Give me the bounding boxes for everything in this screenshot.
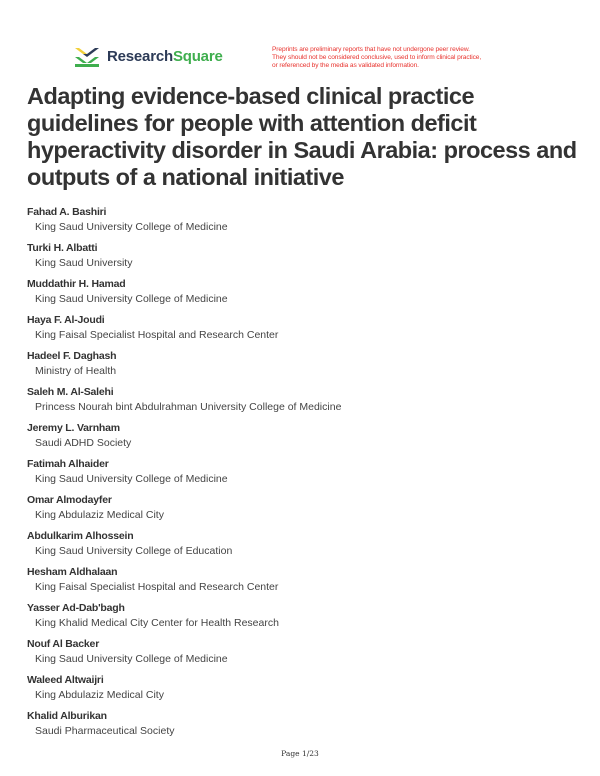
research-square-logo[interactable] — [74, 46, 223, 68]
author-affiliation: King Saud University College of Medicine — [35, 221, 228, 233]
author-affiliation: King Abdulaziz Medical City — [35, 689, 164, 701]
author-entry — [27, 709, 567, 745]
disclaimer-line: Preprints are preliminary reports that have not undergone peer review. — [272, 46, 470, 53]
logo-text-square: Square — [172, 48, 223, 65]
author-entry — [27, 457, 567, 493]
author-name: Saleh M. Al-Salehi — [27, 386, 114, 398]
author-name: Haya F. Al-Joudi — [27, 314, 105, 326]
author-entry — [27, 673, 567, 709]
author-affiliation: Saudi Pharmaceutical Society — [35, 725, 175, 737]
author-affiliation: King Saud University College of Medicine — [35, 653, 228, 665]
author-entry — [27, 565, 567, 601]
logo-text-research: Research — [107, 48, 173, 65]
author-name: Yasser Ad-Dab'bagh — [27, 602, 125, 614]
author-affiliation: King Khalid Medical City Center for Health Research — [35, 617, 279, 629]
author-name: Khalid Alburikan — [27, 710, 107, 722]
author-entry — [27, 529, 567, 565]
paper-title: Adapting evidence-based clinical practice guidelines for people with attention deficit hyperactivity disorder in Saudi Arabia: process and outputs of a national initiative — [27, 83, 577, 190]
author-affiliation: King Saud University College of Education — [35, 545, 233, 557]
author-entry — [27, 421, 567, 457]
author-name: Fahad A. Bashiri — [27, 206, 107, 218]
page-number: Page 1/23 — [281, 749, 319, 758]
author-affiliation: King Faisal Specialist Hospital and Research Center — [35, 581, 279, 593]
preprint-disclaimer — [272, 46, 562, 71]
author-name: Muddathir H. Hamad — [27, 278, 126, 290]
research-square-logo-icon — [74, 46, 100, 68]
author-entry — [27, 205, 567, 241]
disclaimer-line: or referenced by the media as validated information. — [272, 62, 419, 70]
author-entry — [27, 277, 567, 313]
author-affiliation: King Faisal Specialist Hospital and Research Center — [35, 329, 279, 341]
disclaimer-line: They should not be considered conclusive, used to inform clinical practice, — [272, 54, 482, 62]
author-list — [27, 205, 567, 745]
author-entry — [27, 385, 567, 421]
page-header — [0, 0, 600, 80]
author-entry — [27, 349, 567, 385]
author-affiliation: Princess Nourah bint Abdulrahman University College of Medicine — [35, 401, 342, 413]
author-affiliation: King Saud University College of Medicine — [35, 293, 228, 305]
author-name: Omar Almodayfer — [27, 494, 112, 506]
author-name: Turki H. Albatti — [27, 242, 98, 254]
author-affiliation: King Abdulaziz Medical City — [35, 509, 164, 521]
logo-text — [107, 46, 223, 68]
author-entry — [27, 637, 567, 673]
author-affiliation: Saudi ADHD Society — [35, 437, 132, 449]
author-name: Jeremy L. Varnham — [27, 422, 120, 434]
author-name: Hadeel F. Daghash — [27, 350, 117, 362]
author-name: Fatimah Alhaider — [27, 458, 109, 470]
author-entry — [27, 241, 567, 277]
author-name: Hesham Aldhalaan — [27, 566, 118, 578]
author-affiliation: King Saud University College of Medicine — [35, 473, 228, 485]
author-affiliation: King Saud University — [35, 257, 133, 269]
author-affiliation: Ministry of Health — [35, 365, 117, 377]
author-entry — [27, 601, 567, 637]
author-name: Abdulkarim Alhossein — [27, 530, 134, 542]
author-entry — [27, 313, 567, 349]
author-name: Waleed Altwaijri — [27, 674, 104, 686]
author-name: Nouf Al Backer — [27, 638, 100, 650]
author-entry — [27, 493, 567, 529]
